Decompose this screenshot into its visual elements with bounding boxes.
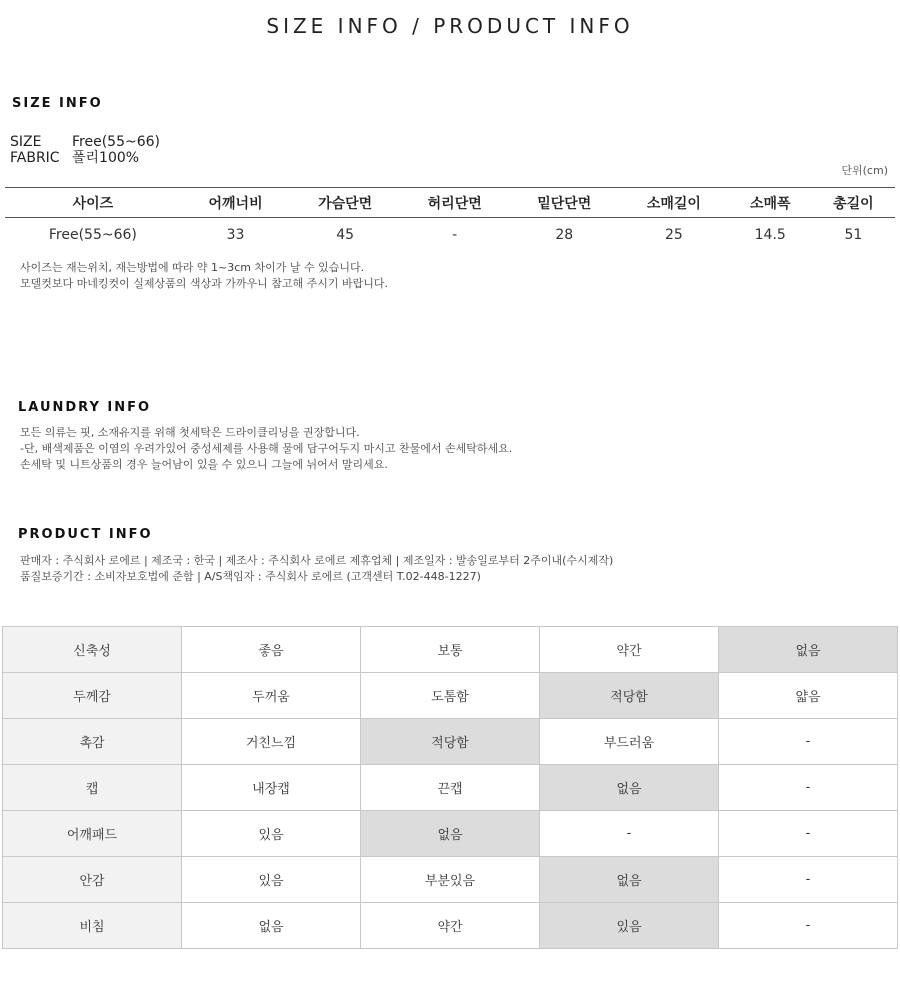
size-header-cell: 어깨너비 bbox=[181, 188, 291, 218]
attribute-option-selected: 없음 bbox=[361, 811, 540, 857]
attribute-option: 끈캡 bbox=[361, 765, 540, 811]
attribute-option: 보통 bbox=[361, 627, 540, 673]
attribute-option-selected: 없음 bbox=[540, 765, 719, 811]
attribute-option: 약간 bbox=[361, 903, 540, 949]
size-header-cell: 총길이 bbox=[812, 188, 895, 218]
spec-block bbox=[10, 134, 160, 166]
attribute-option: 얇음 bbox=[719, 673, 898, 719]
attribute-option-selected: 없음 bbox=[719, 627, 898, 673]
attribute-option-selected: 적당함 bbox=[361, 719, 540, 765]
spec-size-value: Free(55~66) bbox=[72, 134, 160, 150]
size-value-cell: 51 bbox=[844, 227, 863, 243]
attribute-option: 거친느낌 bbox=[182, 719, 361, 765]
size-notes bbox=[20, 260, 388, 292]
size-value-cell: 28 bbox=[555, 227, 574, 243]
attribute-label: 캡 bbox=[3, 765, 182, 811]
page-title: SIZE INFO / PRODUCT INFO bbox=[266, 14, 634, 38]
attribute-row bbox=[3, 857, 898, 903]
attribute-option: - bbox=[719, 765, 898, 811]
attribute-option: 부드러움 bbox=[540, 719, 719, 765]
attribute-label: 비침 bbox=[3, 903, 182, 949]
laundry-line: -단, 배색제품은 이염의 우려가있어 중성세제를 사용해 물에 담구어두지 마시고 찬물에서 손세탁하세요. bbox=[20, 442, 513, 455]
attribute-option: 있음 bbox=[182, 811, 361, 857]
attribute-option: 두꺼움 bbox=[182, 673, 361, 719]
attribute-option: 없음 bbox=[182, 903, 361, 949]
product-notes bbox=[20, 553, 613, 585]
laundry-line: 손세탁 및 니트상품의 경우 늘어남이 있을 수 있으니 그늘에 뉘어서 말리세요. bbox=[20, 458, 388, 471]
attribute-option: - bbox=[719, 903, 898, 949]
spec-size-row bbox=[10, 134, 160, 150]
product-line: 품질보증기간 : 소비자보호법에 준함 | A/S책임자 : 주식회사 로에르 (고객센터 T.02-448-1227) bbox=[20, 570, 481, 583]
attribute-row bbox=[3, 673, 898, 719]
attribute-label: 어깨패드 bbox=[3, 811, 182, 857]
spec-fabric-row bbox=[10, 150, 160, 166]
attribute-option: - bbox=[719, 857, 898, 903]
size-table bbox=[5, 187, 895, 252]
attribute-row bbox=[3, 627, 898, 673]
size-value-cell: 14.5 bbox=[754, 227, 786, 243]
attribute-option: - bbox=[719, 719, 898, 765]
attribute-option: 부분있음 bbox=[361, 857, 540, 903]
size-info-heading: SIZE INFO bbox=[12, 96, 103, 111]
attribute-option: 있음 bbox=[182, 857, 361, 903]
size-table-row bbox=[5, 218, 895, 253]
attribute-option: - bbox=[719, 811, 898, 857]
attribute-label: 안감 bbox=[3, 857, 182, 903]
size-header-cell: 허리단면 bbox=[400, 188, 510, 218]
attribute-row bbox=[3, 765, 898, 811]
attribute-option-selected: 있음 bbox=[540, 903, 719, 949]
attribute-option: - bbox=[540, 811, 719, 857]
size-value-cell: Free(55~66) bbox=[48, 227, 137, 243]
size-value-cell: 25 bbox=[664, 227, 683, 243]
size-header-cell: 사이즈 bbox=[5, 188, 181, 218]
laundry-line: 모든 의류는 핏, 소재유지를 위해 첫세탁은 드라이클리닝을 권장합니다. bbox=[20, 426, 360, 439]
product-line: 판매자 : 주식회사 로에르 | 제조국 : 한국 | 제조사 : 주식회사 로에르 제휴업체 | 제조일자 : 발송일로부터 2주이내(수시제작) bbox=[20, 554, 614, 567]
attribute-row bbox=[3, 903, 898, 949]
size-value-cell: 45 bbox=[336, 227, 355, 243]
attribute-option: 내장캡 bbox=[182, 765, 361, 811]
size-note-line: 모델컷보다 마네킹컷이 실제상품의 색상과 가까우니 참고해 주시기 바랍니다. bbox=[20, 277, 389, 290]
laundry-notes bbox=[20, 425, 512, 473]
size-header-cell: 밑단단면 bbox=[510, 188, 620, 218]
attribute-label: 촉감 bbox=[3, 719, 182, 765]
size-table-header-row bbox=[5, 188, 895, 218]
product-info-heading: PRODUCT INFO bbox=[18, 527, 153, 542]
attribute-row bbox=[3, 811, 898, 857]
spec-size-key: SIZE bbox=[10, 134, 42, 150]
attribute-option: 약간 bbox=[540, 627, 719, 673]
attribute-label: 신축성 bbox=[3, 627, 182, 673]
attribute-option-selected: 없음 bbox=[540, 857, 719, 903]
attribute-label: 두께감 bbox=[3, 673, 182, 719]
size-header-cell: 소매길이 bbox=[619, 188, 729, 218]
size-note-line: 사이즈는 재는위치, 재는방법에 따라 약 1~3cm 차이가 날 수 있습니다. bbox=[20, 261, 365, 274]
spec-fabric-key: FABRIC bbox=[10, 150, 60, 166]
spec-fabric-value: 폴리100% bbox=[72, 150, 140, 166]
size-value-cell: - bbox=[452, 227, 458, 243]
size-value-cell: 33 bbox=[226, 227, 245, 243]
size-header-cell: 가슴단면 bbox=[290, 188, 400, 218]
size-header-cell: 소매폭 bbox=[729, 188, 812, 218]
attribute-row bbox=[3, 719, 898, 765]
attribute-option-selected: 적당함 bbox=[540, 673, 719, 719]
unit-label: 단위(cm) bbox=[841, 164, 888, 177]
attribute-option: 도톰함 bbox=[361, 673, 540, 719]
laundry-info-heading: LAUNDRY INFO bbox=[18, 400, 152, 415]
attribute-option: 좋음 bbox=[182, 627, 361, 673]
attribute-table bbox=[2, 626, 898, 949]
